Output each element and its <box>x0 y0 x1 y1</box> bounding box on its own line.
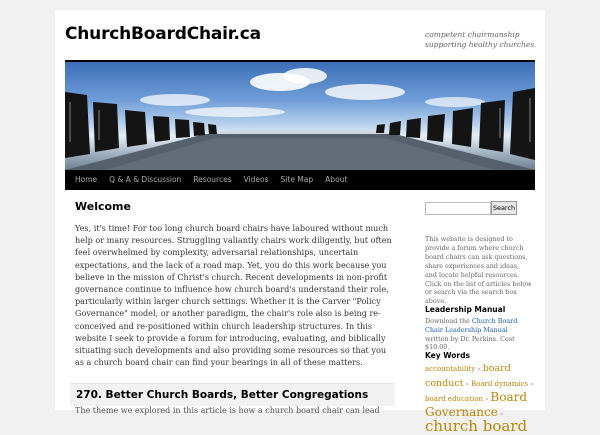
post-header <box>70 383 395 406</box>
tag-church-board[interactable]: church board <box>425 417 528 435</box>
keywords-heading: Key Words <box>425 351 470 360</box>
tag-board-conduct[interactable]: board conduct <box>425 363 511 389</box>
leadership-manual-link[interactable]: Church Board Chair Leadership Manual <box>425 317 518 334</box>
leadership-text-before: Download the <box>425 317 472 325</box>
site-title[interactable]: ChurchBoardChair.ca <box>65 24 261 44</box>
tag-board-education[interactable]: board education <box>425 395 483 403</box>
main-navigation <box>65 170 535 190</box>
tag-separator: » <box>482 396 491 403</box>
tag-board-dynamics[interactable]: Board dynamics <box>471 380 529 388</box>
site-tagline <box>425 30 535 50</box>
main-content <box>75 200 395 368</box>
tag-accountability[interactable]: accountability <box>425 365 476 373</box>
tag-board-governance[interactable]: Board Governance <box>425 390 528 419</box>
leadership-manual-heading: Leadership Manual <box>425 305 506 314</box>
keyword-cloud <box>425 360 535 435</box>
sidebar-about-text: This website is designed to provide a forum where church board chairs can ask questions, share experiences and ideas, and locate helpful resources. Click on the list of articles below or search via the search box above. <box>425 235 532 306</box>
tag-separator: » <box>497 411 504 418</box>
post-title-link[interactable]: 270. Better Church Boards, Better Congregations <box>76 389 369 401</box>
welcome-paragraph: Yes, it's time! For too long church board chairs have laboured without much help or many resources. Struggling valiantly chairs work diligently, but often feel overwhelmed by complexity, adversarial relationships, uncertain expectations, and the lack of a road map. Yet, you do this work because you believe in the mission of Christ's church. Recent developments in non-profit governance continue to influence how church board's understand their role, particularly within larger church settings. Whether it is the Carver "Policy Governance" model, or another paradigm, the chair's role also is being re-conceived and re-positioned within church leadership structures. In this website I seek to provide a forum for introducing, evaluating, and biblically situating such developments and also providing some resources so that you as a church board chair can find your bearings in all of these matters. <box>75 223 392 368</box>
nav-qa-discussion[interactable]: Q & A & Discussion <box>109 175 182 184</box>
nav-site-map[interactable]: Site Map <box>280 175 314 184</box>
boardroom-illustration <box>65 62 535 170</box>
header-banner-image <box>65 62 535 170</box>
nav-about[interactable]: About <box>325 175 348 184</box>
nav-resources[interactable]: Resources <box>193 175 232 184</box>
nav-videos[interactable]: Videos <box>243 175 269 184</box>
page-title: Welcome <box>75 200 131 213</box>
search-input[interactable] <box>425 202 491 215</box>
post-snippet: The theme we explored in this article is how a church board chair can lead <box>75 406 380 415</box>
tagline-line-2: supporting healthy churches <box>425 40 535 49</box>
tag-separator: » <box>463 381 471 388</box>
tag-separator: » <box>475 366 483 373</box>
leadership-text-after: written by Dr. Perkins. Cost $10.00. <box>425 334 515 352</box>
search-button[interactable]: Search <box>491 201 517 215</box>
tagline-line-1: competent chairmanship <box>425 30 520 39</box>
leadership-manual-text <box>425 317 530 352</box>
tag-separator: » <box>528 381 534 388</box>
page-container <box>55 10 545 435</box>
nav-home[interactable]: Home <box>75 175 98 184</box>
